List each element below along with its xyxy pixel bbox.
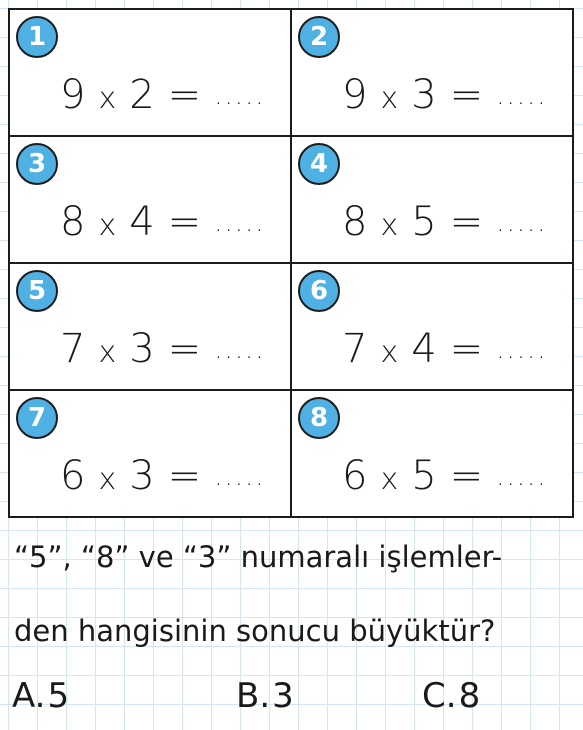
times-sign: x [98,462,118,497]
problem-cell-1 [9,9,291,136]
table-row [9,390,573,517]
answer-blank[interactable]: ..... [496,335,548,365]
times-sign: x [98,81,118,116]
times-sign: x [98,335,118,370]
option-a[interactable] [12,676,69,716]
option-value: 5 [47,676,70,716]
operand-b: 3 [129,326,156,372]
operand-a: 9 [60,72,87,118]
question-line-1: “5”, “8” ve “3” numaralı işlemler- [14,540,503,574]
operand-b: 4 [129,199,156,245]
answer-options [12,668,572,724]
problem-cell-2 [291,9,573,136]
operand-b: 2 [129,72,156,118]
problem-number-badge: 6 [298,270,340,312]
table-row [9,9,573,136]
option-letter: B [236,676,260,716]
multiplication-expression [60,453,266,499]
option-dot: . [259,676,271,716]
option-dot: . [34,676,46,716]
equals-sign: = [449,199,485,245]
problem-cell-7 [9,390,291,517]
answer-blank[interactable]: ..... [214,335,266,365]
times-sign: x [380,462,400,497]
problem-number-badge: 3 [16,143,58,185]
problem-cell-3 [9,136,291,263]
operand-a: 6 [60,453,87,499]
option-value: 3 [272,676,294,716]
multiplication-expression [60,72,266,118]
question-line-2: den hangisinin sonucu büyüktür? [14,614,496,648]
operand-b: 4 [411,326,438,372]
option-dot: . [445,676,457,716]
operand-a: 9 [342,72,369,118]
multiplication-expression [342,453,548,499]
operand-a: 7 [60,326,87,372]
times-sign: x [98,208,118,243]
problem-number-badge: 4 [298,143,340,185]
answer-blank[interactable]: ..... [496,208,548,238]
operand-b: 5 [411,453,438,499]
multiplication-table [8,8,574,518]
table-row [9,263,573,390]
equals-sign: = [449,453,485,499]
option-letter: C [422,676,446,716]
operand-a: 7 [342,326,369,372]
multiplication-expression [60,326,266,372]
problem-number-badge: 7 [16,397,58,439]
problem-cell-4 [291,136,573,263]
multiplication-expression [342,199,548,245]
equals-sign: = [167,326,203,372]
operand-a: 8 [342,199,369,245]
problem-number-badge: 1 [16,16,58,58]
equals-sign: = [167,453,203,499]
answer-blank[interactable]: ..... [214,462,266,492]
problem-number-badge: 2 [298,16,340,58]
option-c[interactable] [422,676,480,716]
option-b[interactable] [236,676,294,716]
equals-sign: = [449,326,485,372]
multiplication-expression [60,199,266,245]
equals-sign: = [167,199,203,245]
operand-b: 3 [411,72,438,118]
table-row [9,136,573,263]
equals-sign: = [167,72,203,118]
problem-cell-8 [291,390,573,517]
operand-a: 6 [342,453,369,499]
multiplication-expression [342,326,548,372]
equals-sign: = [449,72,485,118]
problem-cell-6 [291,263,573,390]
problem-number-badge: 5 [16,270,58,312]
multiplication-expression [342,72,548,118]
answer-blank[interactable]: ..... [496,462,548,492]
problem-number-badge: 8 [298,397,340,439]
option-letter: A [12,676,35,716]
operand-a: 8 [60,199,87,245]
operand-b: 5 [411,199,438,245]
times-sign: x [380,81,400,116]
problem-cell-5 [9,263,291,390]
answer-blank[interactable]: ..... [496,81,548,111]
times-sign: x [380,208,400,243]
option-value: 8 [458,676,481,716]
operand-b: 3 [129,453,156,499]
answer-blank[interactable]: ..... [214,81,266,111]
times-sign: x [380,335,400,370]
answer-blank[interactable]: ..... [214,208,266,238]
